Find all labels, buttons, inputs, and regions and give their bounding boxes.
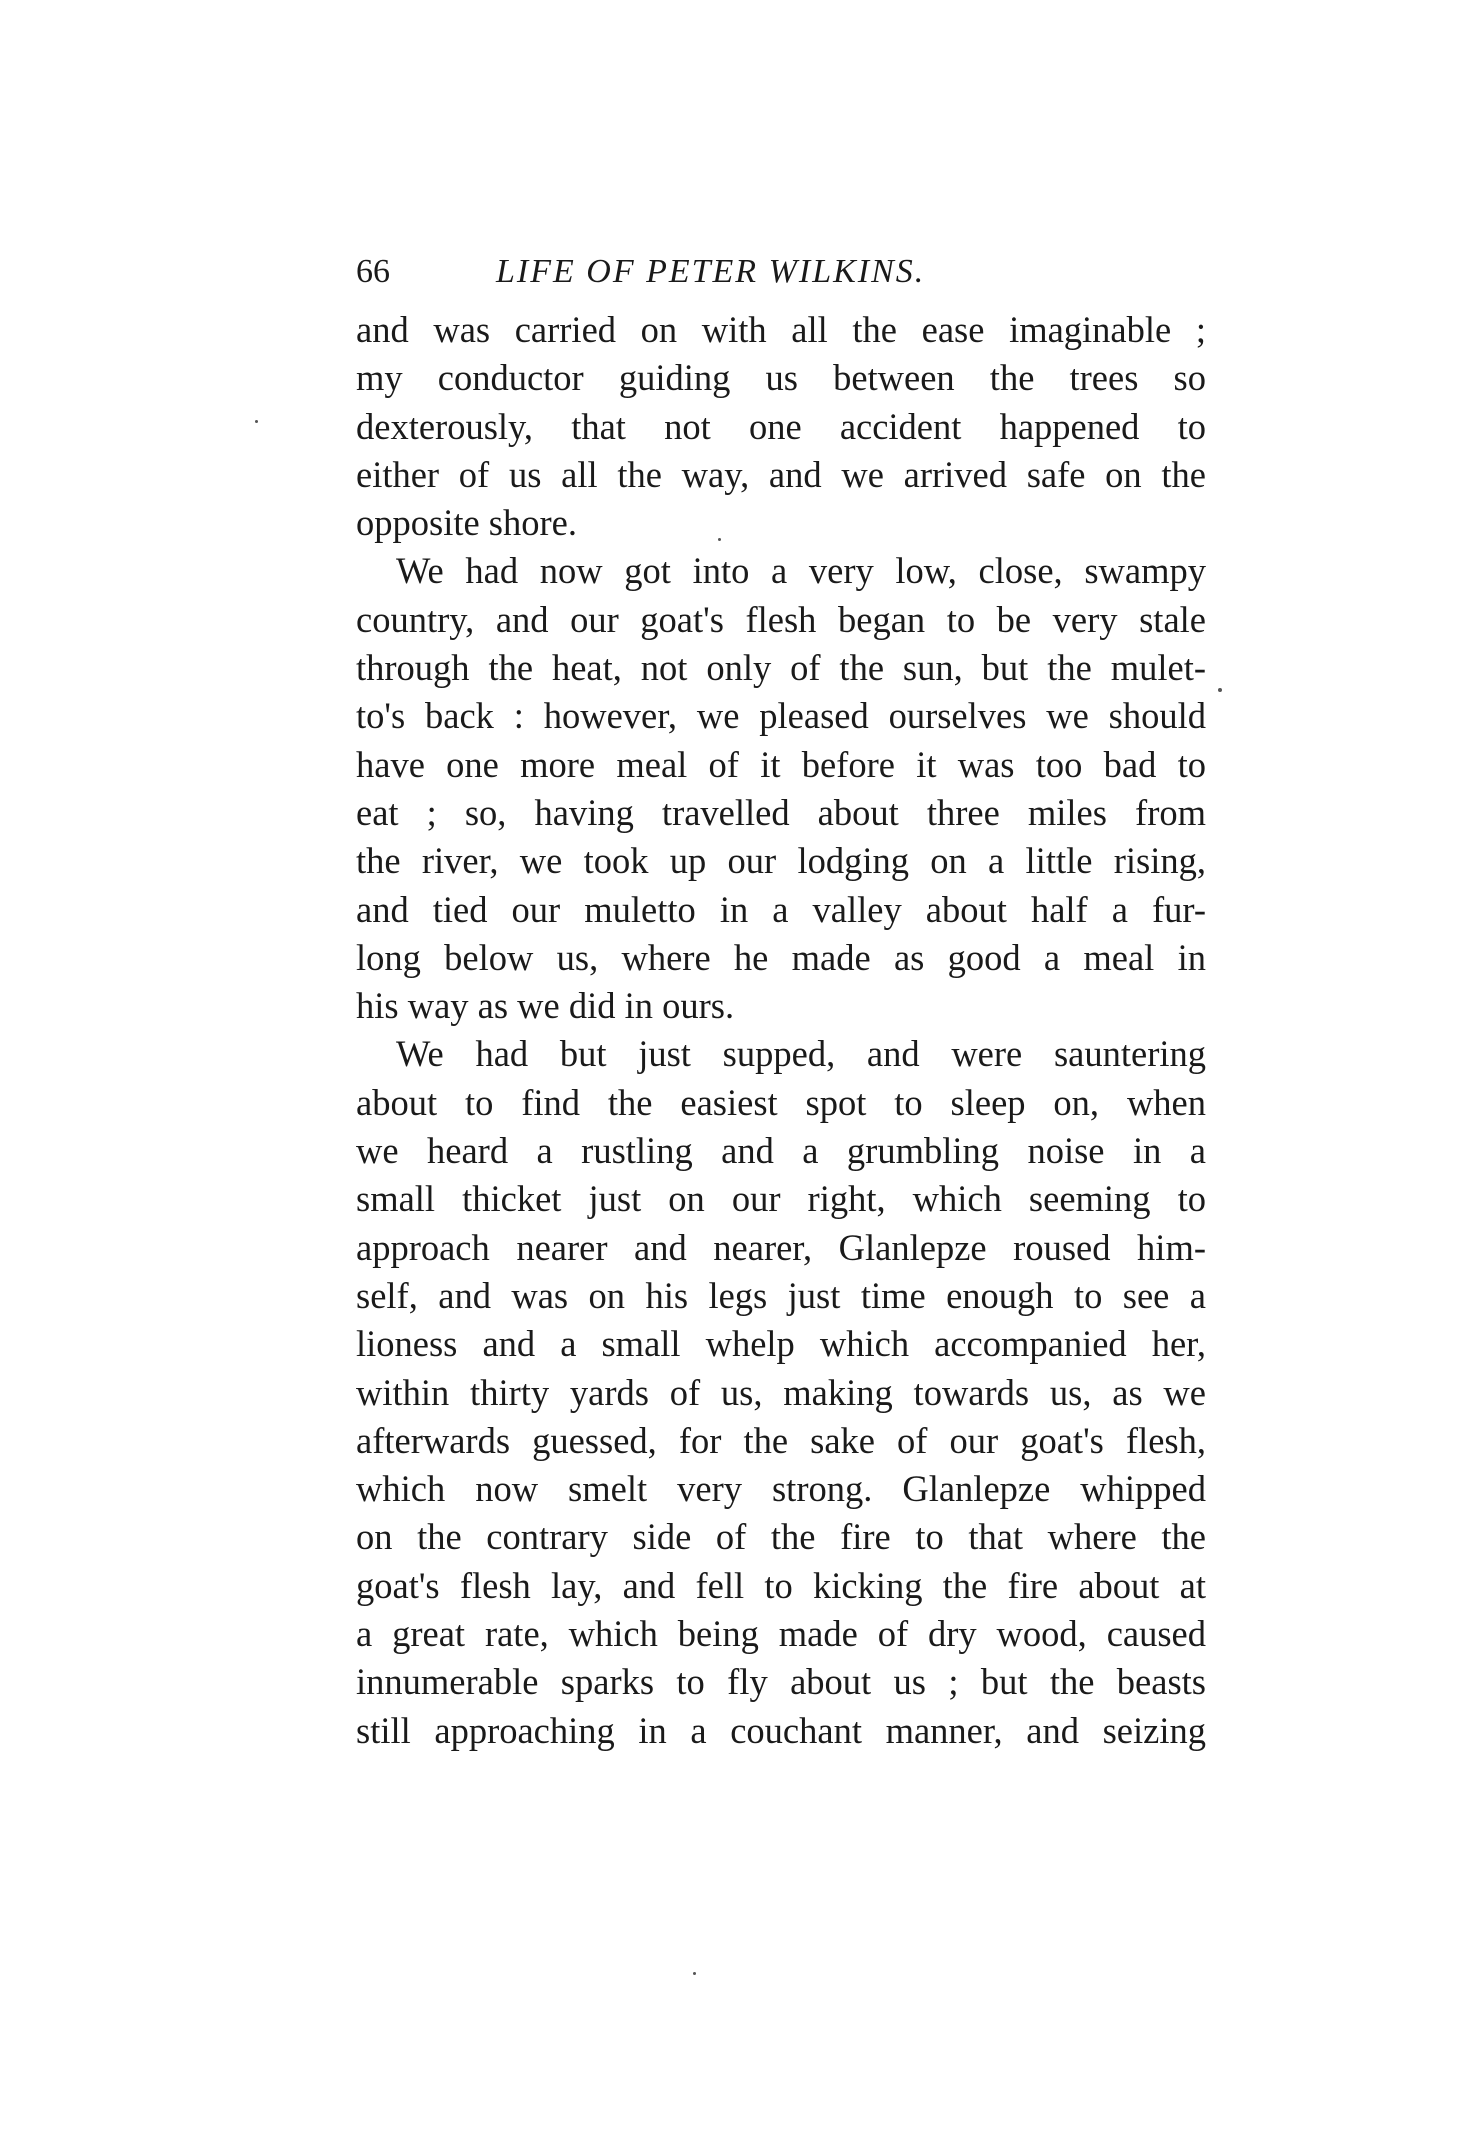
text-line: my conductor guiding us between the trees so	[356, 357, 1206, 399]
print-speck	[718, 538, 721, 541]
text-line: on the contrary side of the fire to that where the	[356, 1516, 1206, 1558]
text-line: opposite shore.	[356, 502, 577, 544]
running-title: LIFE OF PETER WILKINS.	[496, 253, 926, 290]
print-speck	[255, 420, 258, 423]
text-line: long below us, where he made as good a meal in	[356, 936, 1206, 978]
text-line: we heard a rustling and a grumbling noise in a	[356, 1130, 1206, 1172]
text-line: either of us all the way, and we arrived safe on the	[356, 453, 1206, 495]
text-line: lioness and a small whelp which accompanied her,	[356, 1323, 1206, 1365]
text-line: still approaching in a couchant manner, and seizing	[356, 1709, 1206, 1751]
text-line: through the heat, not only of the sun, but the mulet-	[356, 647, 1206, 689]
text-line: innumerable sparks to fly about us ; but the beasts	[356, 1661, 1206, 1703]
text-line: his way as we did in ours.	[356, 985, 735, 1027]
text-line: dexterously, that not one accident happened to	[356, 405, 1206, 447]
text-line: the river, we took up our lodging on a little rising,	[356, 840, 1206, 882]
text-line: within thirty yards of us, making towards us, as we	[356, 1371, 1206, 1413]
text-line: to's back : however, we pleased ourselves we should	[356, 695, 1206, 737]
text-line: a great rate, which being made of dry wood, caused	[356, 1613, 1206, 1655]
paragraph-start-line: We had but just supped, and were sauntering	[396, 1033, 1206, 1075]
text-line: approach nearer and nearer, Glanlepze roused him-	[356, 1226, 1206, 1268]
text-line: self, and was on his legs just time enough to see a	[356, 1274, 1206, 1316]
text-line: have one more meal of it before it was too bad to	[356, 743, 1206, 785]
text-line: eat ; so, having travelled about three miles from	[356, 791, 1206, 833]
body-text	[356, 306, 1206, 1755]
print-speck	[1218, 688, 1222, 692]
text-line: and was carried on with all the ease imaginable ;	[356, 309, 1206, 350]
text-line: afterwards guessed, for the sake of our goat's flesh,	[356, 1419, 1206, 1461]
paragraph-start-line: We had now got into a very low, close, swampy	[396, 550, 1206, 592]
text-line: and tied our muletto in a valley about half a fur-	[356, 888, 1206, 930]
running-head	[356, 248, 1206, 296]
text-line: about to find the easiest spot to sleep on, when	[356, 1081, 1206, 1123]
text-line: small thicket just on our right, which seeming to	[356, 1178, 1206, 1220]
text-line: country, and our goat's flesh began to be very stale	[356, 598, 1206, 640]
page-number: 66	[356, 253, 390, 290]
print-speck	[693, 1972, 696, 1975]
text-line: which now smelt very strong. Glanlepze whipped	[356, 1468, 1206, 1510]
text-line: goat's flesh lay, and fell to kicking the fire about at	[356, 1564, 1206, 1606]
